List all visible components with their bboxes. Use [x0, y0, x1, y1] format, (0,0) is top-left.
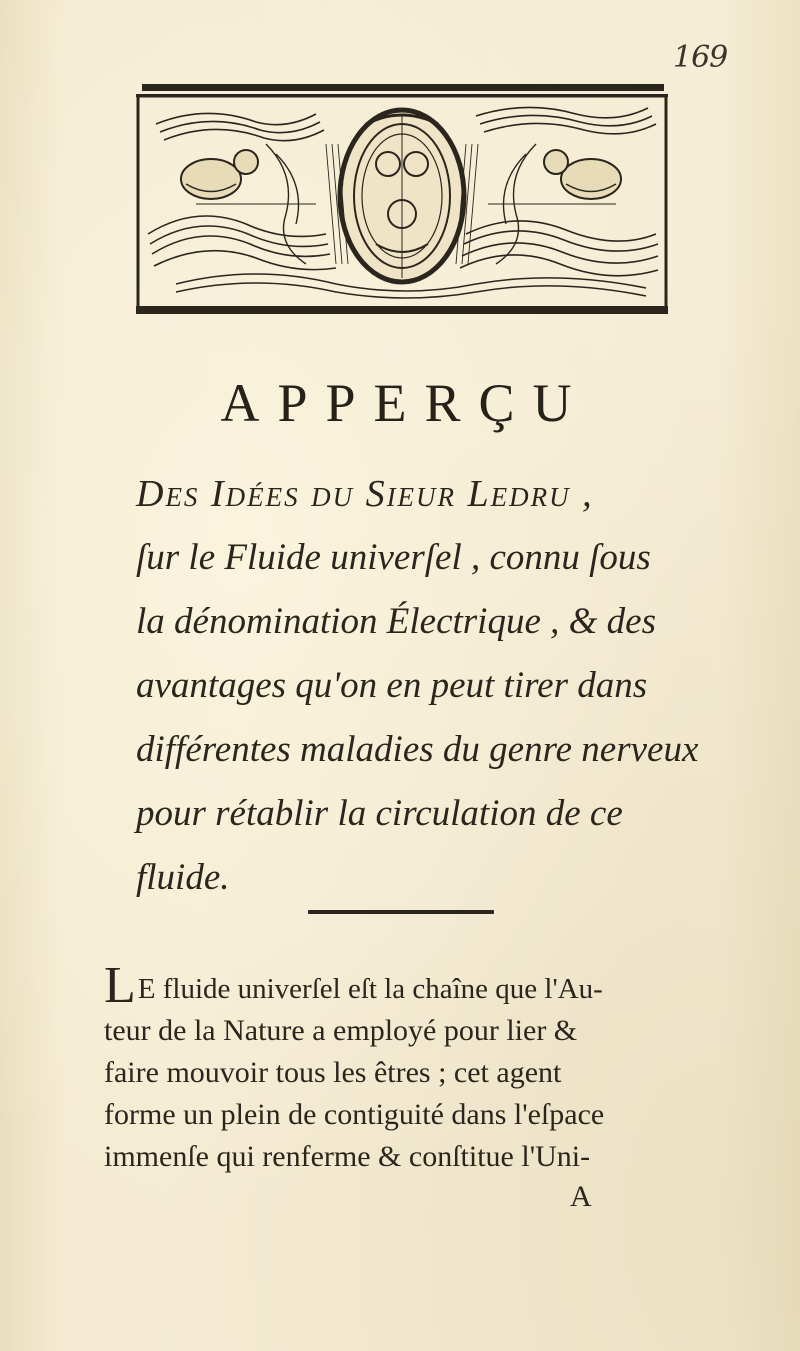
- engraved-headpiece-icon: [136, 84, 668, 316]
- first-line-text: E fluide univerſel eſt la chaîne que l'Au-: [137, 973, 603, 1005]
- body-line: faire mouvoir tous les êtres ; cet agent: [104, 1056, 562, 1089]
- body-line: forme un plein de contiguité dans l'eſpace: [104, 1098, 605, 1131]
- body-text: [104, 957, 664, 1178]
- section-divider: [308, 910, 494, 914]
- subtitle-block: [136, 462, 699, 910]
- subtitle-line: fluide.: [136, 857, 230, 898]
- page-title: APPERÇU: [220, 373, 590, 433]
- subtitle-line: la dénomination Électrique , & des: [136, 601, 656, 642]
- body-line: immenſe qui renferme & conſtitue l'Uni-: [104, 1140, 591, 1173]
- subtitle-line: avantages qu'on en peut tirer dans: [136, 665, 648, 706]
- catchword: A: [570, 1180, 592, 1213]
- body-line: [104, 957, 664, 1014]
- subtitle-line: pour rétablir la circulation de ce: [136, 793, 623, 834]
- drop-cap: L: [104, 957, 136, 1014]
- page-number: 169: [673, 40, 728, 75]
- subtitle-line: différentes maladies du genre nerveux: [136, 729, 699, 770]
- subtitle-line: Des Idées du Sieur Ledru ,: [136, 473, 594, 515]
- body-line: teur de la Nature a employé pour lier &: [104, 1014, 578, 1047]
- subtitle-line: ſur le Fluide univerſel , connu ſous: [136, 537, 651, 578]
